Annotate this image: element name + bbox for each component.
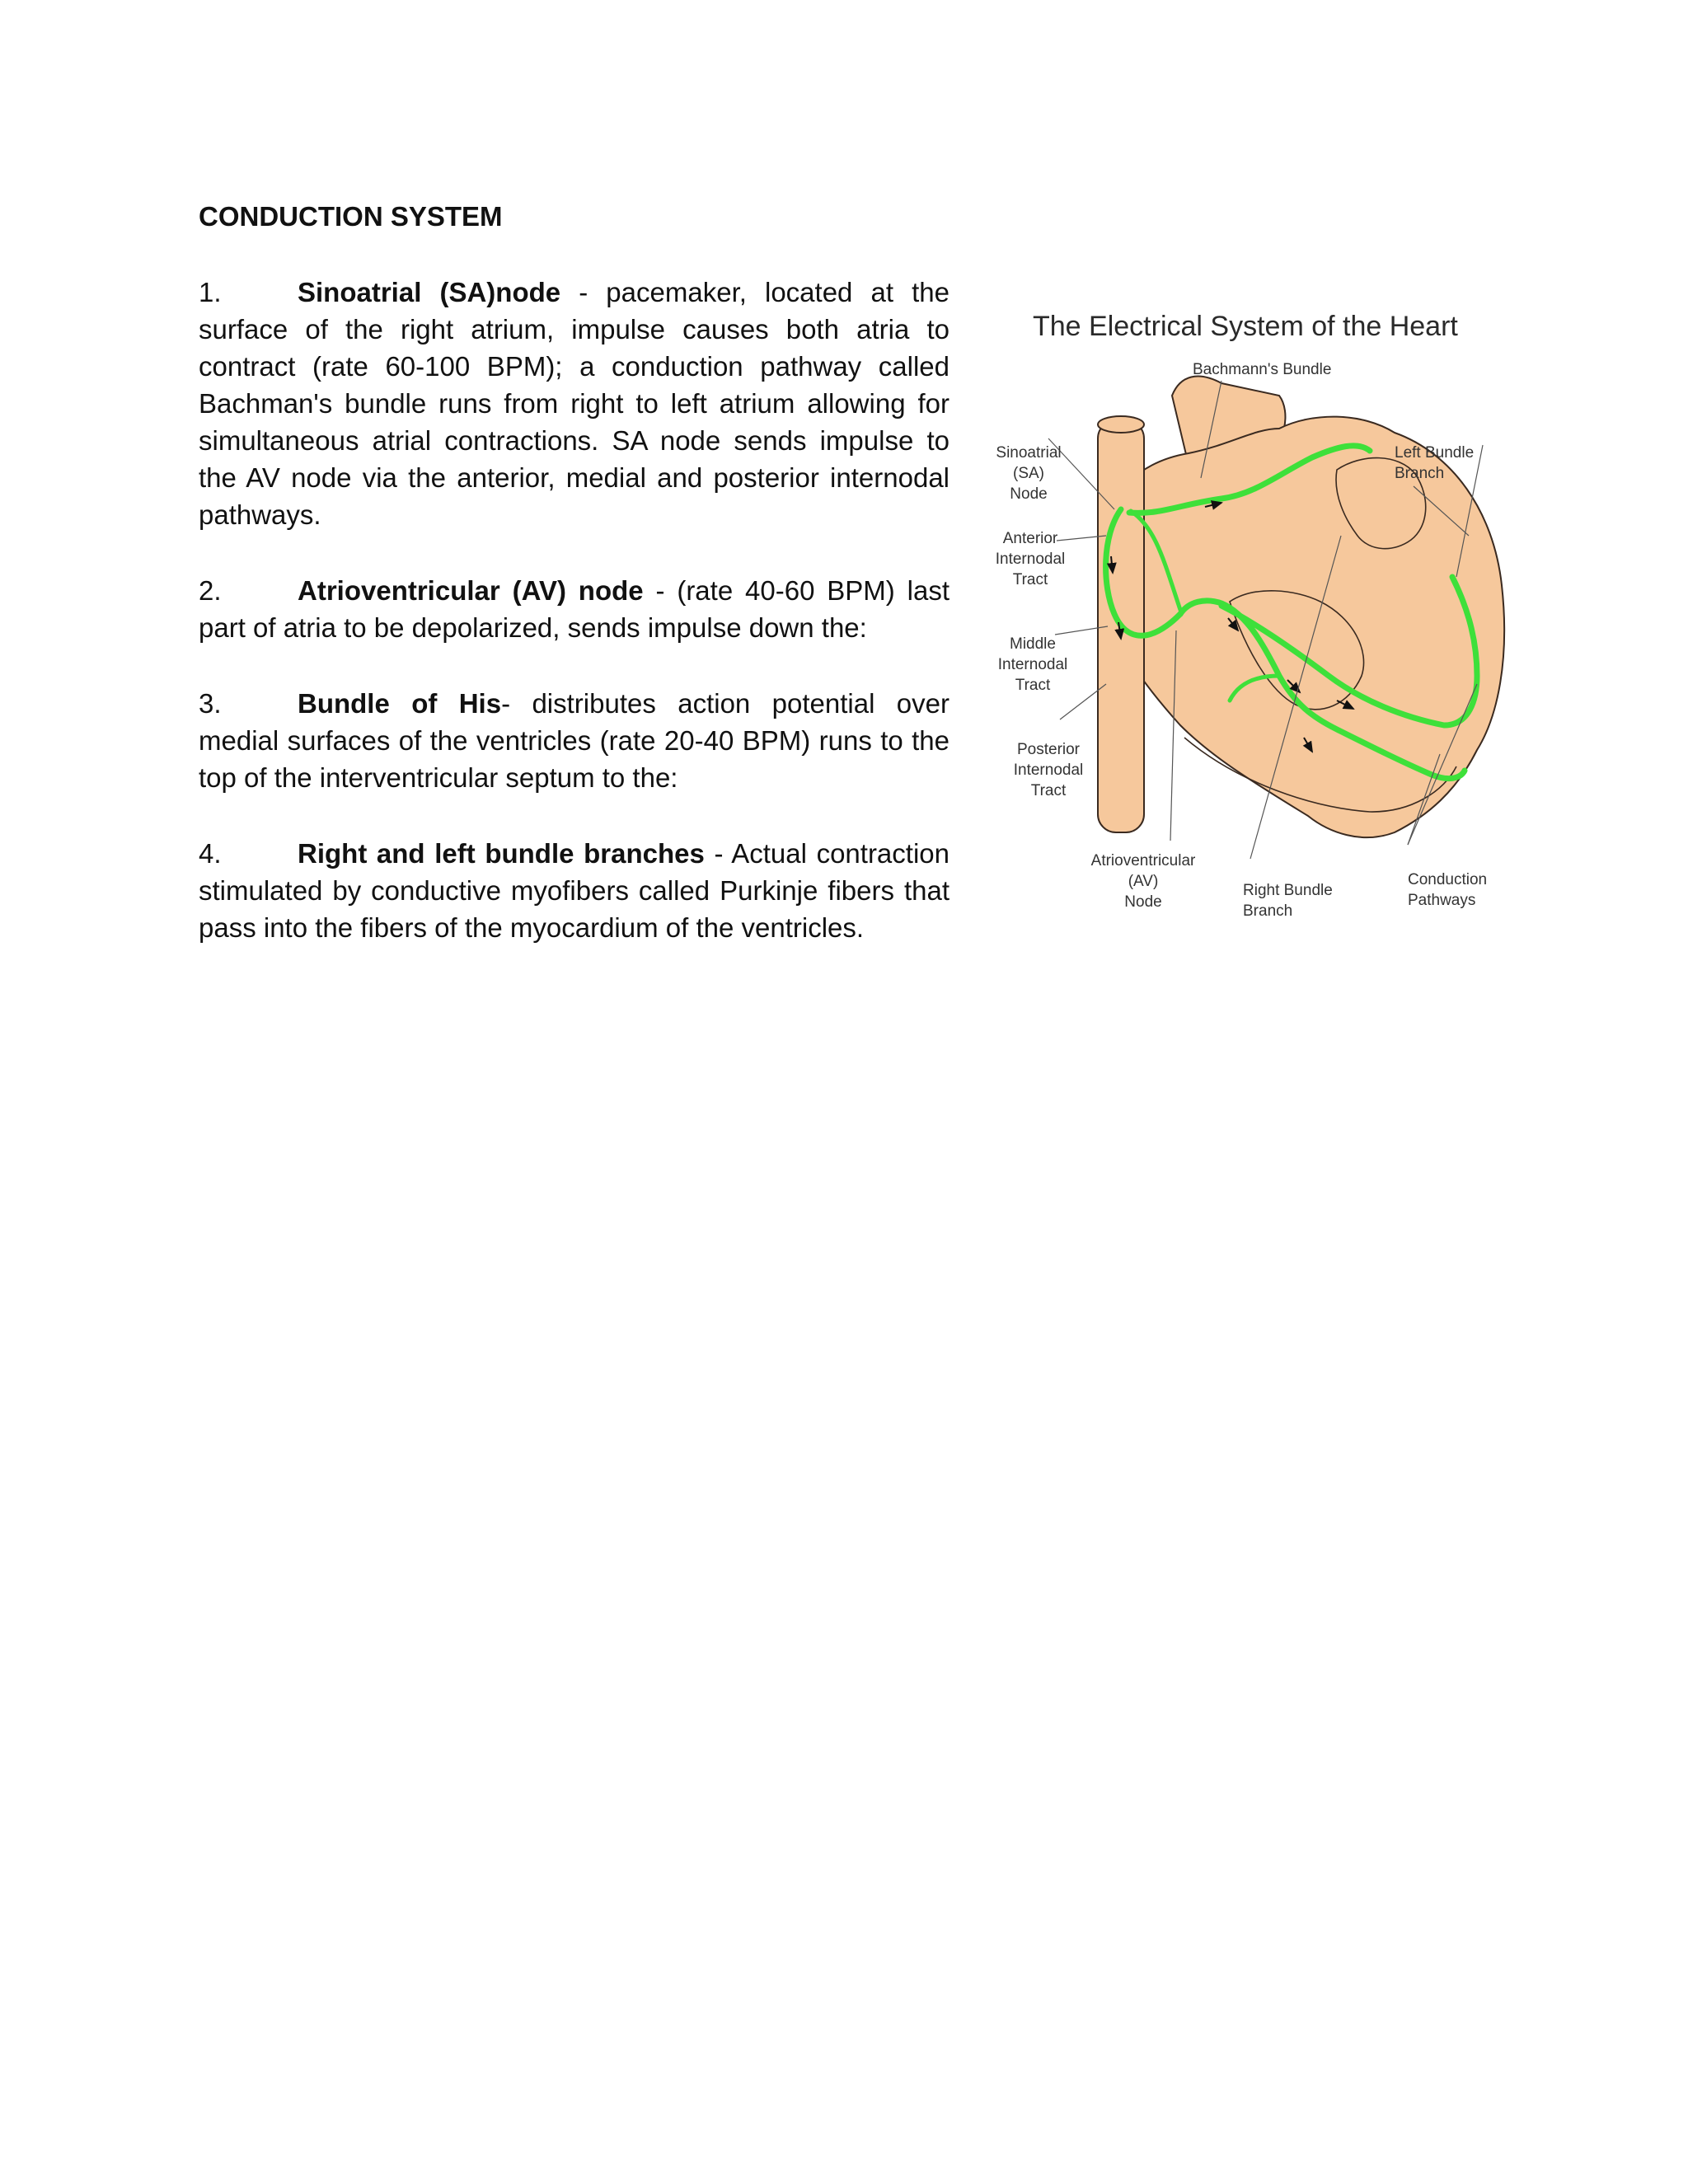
item-text: - pacemaker, located at the surface of the right atrium, impulse causes both atria to contract (rate 60-100 BPM); a conduction pathway called Bachman's bundle runs from right to left atrium allowing for simultaneous atrial contractions. SA node sends impulse to the AV node via the anterior, medial and posterior internodal pathways. [199, 277, 950, 530]
list-item-bundle-of-his [199, 685, 950, 796]
label-sa-node-line2: (SA) [1013, 465, 1044, 482]
conduction-list [199, 274, 950, 985]
heart-diagram [982, 288, 1518, 940]
label-anterior-line1: Anterior [1002, 530, 1058, 547]
label-right-bundle-line1: Right Bundle [1243, 882, 1333, 899]
list-item-av-node [199, 572, 950, 646]
label-middle-line2: Internodal [997, 656, 1068, 673]
item-text: - distributes action potential over medial surfaces of the ventricles (rate 20-40 BPM) runs to the top of the interventricular septum to the: [199, 688, 950, 793]
label-conduction-line2: Pathways [1408, 892, 1476, 909]
label-posterior-line2: Internodal [1013, 762, 1084, 779]
label-posterior-line1: Posterior [1016, 741, 1081, 758]
item-number: 4. [199, 838, 222, 869]
label-conduction-line1: Conduction [1408, 871, 1488, 888]
item-term: Sinoatrial (SA)node [298, 277, 561, 307]
vena-cava-opening [1098, 416, 1144, 433]
label-right-bundle-line2: Branch [1243, 902, 1293, 920]
item-number: 1. [199, 277, 222, 307]
label-bachmanns-bundle: Bachmann's Bundle [1193, 361, 1332, 378]
item-term: Bundle of His [298, 688, 502, 719]
label-av-node-line2: (AV) [1128, 873, 1159, 890]
label-anterior-line3: Tract [1012, 571, 1048, 588]
item-text: - (rate 40-60 BPM) last part of atria to be depolarized, sends impulse down the: [199, 575, 950, 643]
label-posterior-line3: Tract [1030, 782, 1067, 799]
label-anterior-line2: Internodal [995, 551, 1066, 568]
item-term: Right and left bundle branches [298, 838, 705, 869]
label-left-bundle-line2: Branch [1395, 465, 1445, 482]
label-sa-node-line3: Node [1010, 485, 1048, 503]
label-av-node-line3: Node [1124, 893, 1162, 911]
list-item-bundle-branches [199, 835, 950, 946]
label-middle-line3: Tract [1015, 677, 1051, 694]
label-middle-line1: Middle [1010, 635, 1056, 653]
list-item-sa-node [199, 274, 950, 533]
label-av-node-line1: Atrioventricular [1090, 852, 1196, 869]
label-sa-node-line1: Sinoatrial [996, 444, 1062, 462]
heart-conduction-figure [982, 288, 1518, 940]
page-title: CONDUCTION SYSTEM [199, 201, 503, 232]
label-left-bundle-line1: Left Bundle [1395, 444, 1475, 462]
item-number: 3. [199, 688, 222, 719]
item-term: Atrioventricular (AV) node [298, 575, 644, 606]
item-text: - Actual contraction stimulated by conductive myofibers called Purkinje fibers that pass into the fibers of the myocardium of the ventricles. [199, 838, 950, 943]
item-number: 2. [199, 575, 222, 606]
figure-title: The Electrical System of the Heart [1033, 311, 1458, 342]
